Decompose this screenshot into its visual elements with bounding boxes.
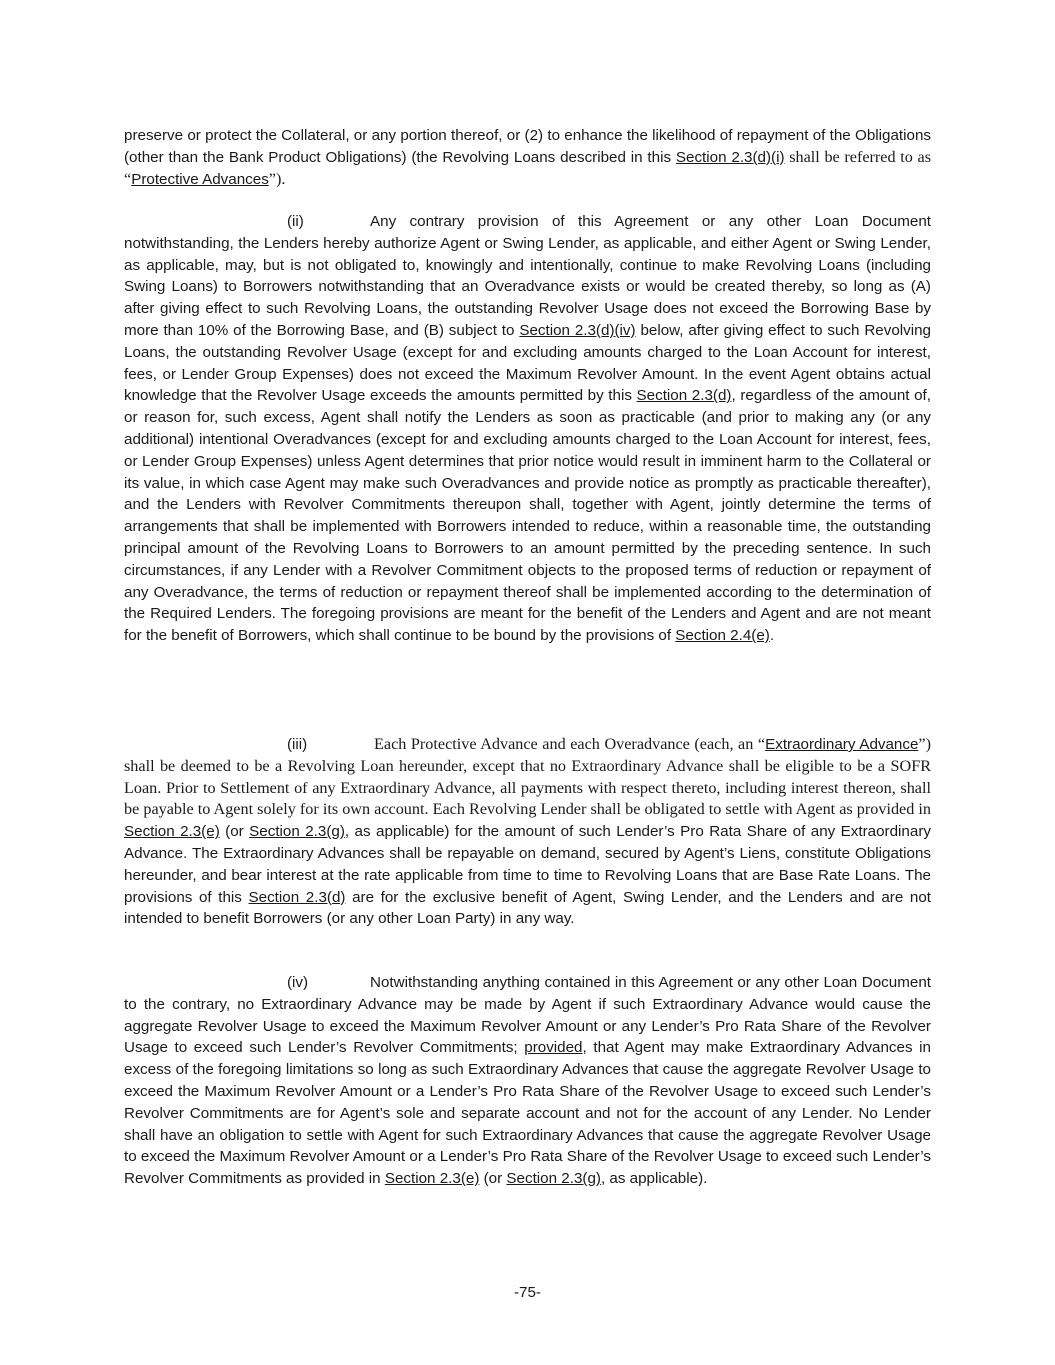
paragraph3-text-a: Each Protective Advance and each Overadvance (each, an “ [374, 735, 766, 753]
section-reference: Section 2.4(e) [675, 627, 770, 645]
defined-term-provided: provided [524, 1039, 583, 1057]
paragraph-iv [124, 972, 931, 1190]
section-reference: Section 2.3(e) [384, 1170, 480, 1188]
section-reference: Section 2.3(g) [249, 823, 345, 841]
paragraph3-text-b: ”) shall be deemed to be a Revolving Loan hereunder, except that no Extraordinary Advance shall be eligible to be a SOFR Loan. Prior to Settlement of any Extraordinary Advance, all payments with respect thereto, including interest thereon, shall be payable to Agent solely for its own account. Each Revolving Lender shall be obligated to settle with Agent as provided in [124, 735, 931, 819]
defined-term-protective-advances: Protective Advances [131, 170, 269, 188]
paragraph-iii [124, 734, 931, 930]
paragraph2-text-b: below, after giving effect to such Revolving Loans, the outstanding Revolver Usage (except for and excluding amounts charged to the Loan Account for interest, fees, or Lender Group Expenses) does not exceed the Maximum Revolver Amount. In the event Agent obtains actual knowledge that the Revolver Usage exceeds the amounts permitted by this [124, 321, 932, 405]
paragraph4-text-b: , that Agent may make Extraordinary Advances in excess of the foregoing limitations so long as such Extraordinary Advances that cause the aggregate Revolver Usage to exceed the Maximum Revolver Amount or a Lender’s Pro Rata Share of the Revolver Usage to exceed such Lender’s Revolver Commitments are for Agent’s sole and separate account and not for the account of any Lender. No Lender shall have an obligation to settle with Agent for such Extraordinary Advances that cause the aggregate Revolver Usage to exceed the Maximum Revolver Amount or a Lender’s Pro Rata Share of the Revolver Usage to exceed such Lender’s Revolver Commitments as provided in [124, 1039, 931, 1188]
section-reference: Section 2.3(d) [248, 888, 346, 906]
paragraph-continuation [124, 125, 931, 190]
paragraph3-text-e: are for the exclusive benefit of Agent, Swing Lender, and the Lenders and are not intended to benefit Borrowers (or any other Loan Party) in any way. [124, 888, 931, 928]
paragraph1-text-a: preserve or protect the Collateral, or any portion thereof, or (2) to enhance the likelihood of repayment of the Obligations (other than the Bank Product Obligations) (the Revolving Loans described in this [124, 127, 931, 166]
section-reference: Section 2.3(d)(iv) [519, 321, 636, 339]
clause-number-iv: (iv) [287, 974, 309, 991]
page-number: -75- [513, 1284, 541, 1301]
defined-term-extraordinary-advance: Extraordinary Advance [765, 736, 919, 753]
paragraph4-text-c: (or [479, 1170, 507, 1188]
section-reference: Section 2.3(e) [124, 823, 220, 841]
paragraph4-text-d: , as applicable). [600, 1170, 708, 1188]
clause-number-ii: (ii) [287, 213, 304, 230]
paragraph1-text-c: ”). [268, 169, 286, 188]
paragraph3-text-c: (or [219, 823, 250, 841]
clause-number-iii: (iii) [287, 736, 308, 753]
paragraph-ii [124, 211, 931, 647]
section-reference: Section 2.3(d)(i) [675, 148, 785, 166]
section-reference: Section 2.3(g) [506, 1170, 601, 1188]
paragraph2-text-a: Any contrary provision of this Agreement or any other Loan Document notwithstanding, the Lenders hereby authorize Agent or Swing Lender, as applicable, and either Agent or Swing Lender, as applicable, may, but is not obligated to, knowingly and intentionally, continue to make Revolving Loans (including Swing Loans) to Borrowers notwithstanding that an Overadvance exists or would be created thereby, so long as (A) after giving effect to such Revolving Loans, the outstanding Revolver Usage does not exceed the Borrowing Base by more than 10% of the Borrowing Base, and (B) subject to [124, 213, 931, 339]
paragraph2-text-c: , regardless of the amount of, or reason for, such excess, Agent shall notify the Lenders as soon as practicable (and prior to making any (or any additional) intentional Overadvances (except for and excluding amounts charged to the Loan Account for interest, fees, or Lender Group Expenses) unless Agent determines that prior notice would result in imminent harm to the Collateral or its value, in which case Agent may make such Overadvances and provide notice as promptly as practicable thereafter), and the Lenders with Revolver Commitments thereupon shall, together with Agent, jointly determine the terms of arrangements that shall be implemented with Borrowers intended to reduce, within a reasonable time, the outstanding principal amount of the Revolving Loans to Borrowers to an amount permitted by the preceding sentence. In such circumstances, if any Lender with a Revolver Commitment objects to the proposed terms of reduction or repayment of any Overadvance, the terms of reduction or repayment thereof shall be implemented according to the determination of the Required Lenders. The foregoing provisions are meant for the benefit of the Lenders and Agent and are not meant for the benefit of Borrowers, which shall continue to be bound by the provisions of [124, 387, 931, 645]
paragraph4-text-a: Notwithstanding anything contained in this Agreement or any other Loan Document to the contrary, no Extraordinary Advance may be made by Agent if such Extraordinary Advance would cause the aggregate Revolver Usage to exceed the Maximum Revolver Amount or any Lender’s Pro Rata Share of the Revolver Usage to exceed such Lender’s Revolver Commitments; [124, 974, 931, 1057]
paragraph2-text-d: . [769, 627, 775, 645]
paragraph3-text-d: , as applicable) for the amount of such Lender’s Pro Rata Share of any Extraordinary Advance. The Extraordinary Advances shall be repayable on demand, secured by Agent’s Liens, constitute Obligations hereunder, and bear interest at the rate applicable from time to time to Revolving Loans that are Base Rate Loans. The provisions of this [124, 823, 931, 906]
paragraph1-text-b: shall be referred to as “ [124, 147, 931, 188]
section-reference: Section 2.3(d) [636, 387, 732, 405]
